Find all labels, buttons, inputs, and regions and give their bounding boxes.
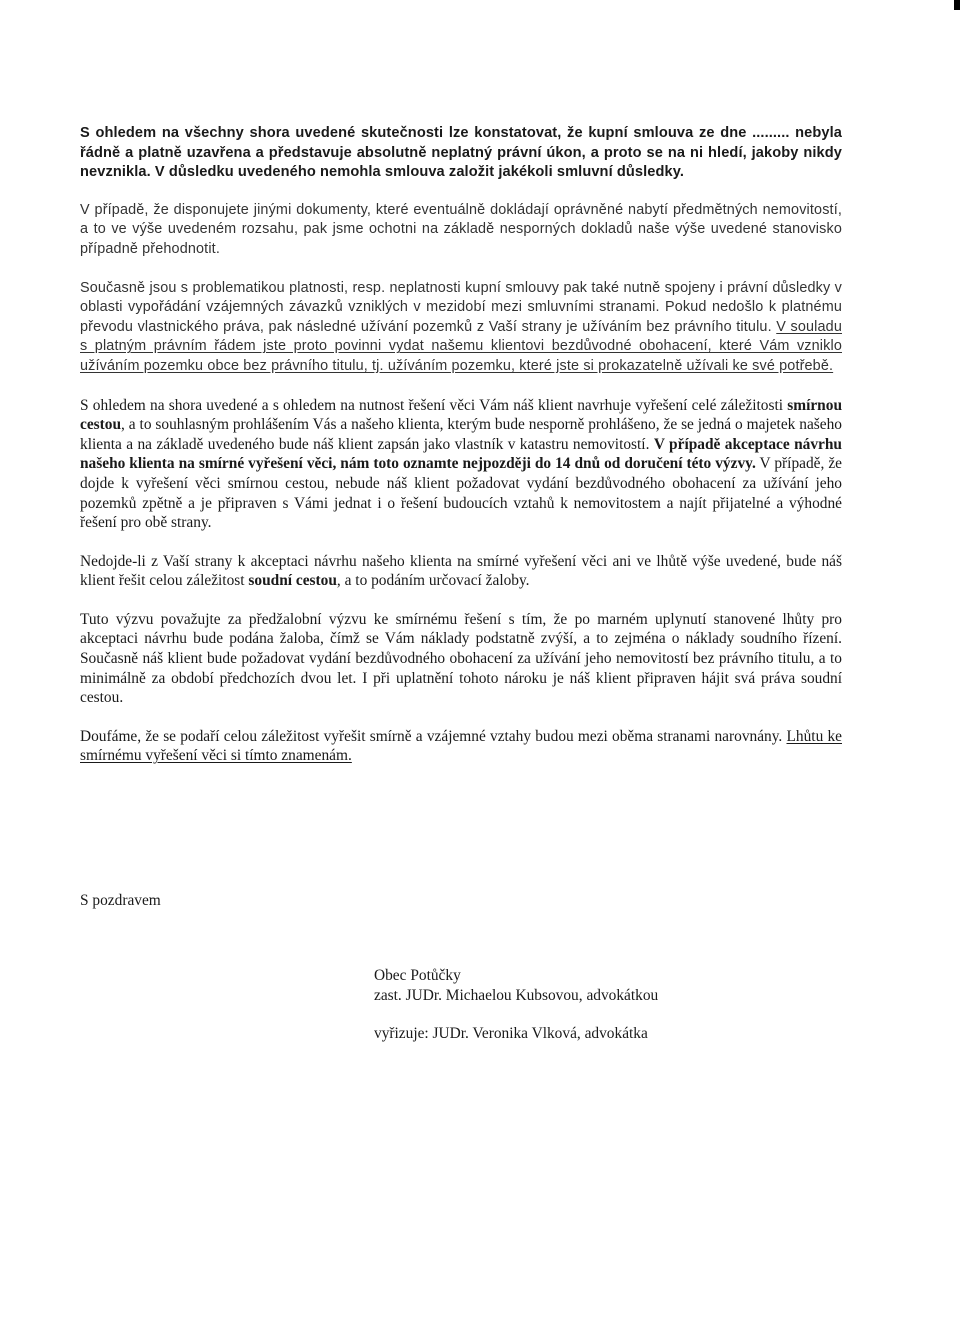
documents-paragraph: V případě, že disponujete jinými dokumenty, které eventuálně dokládají oprávněné nabytí předmětných nemovitostí, a to ve výše uvedeném rozsahu, pak jsme ochotni na základě nesporných dokladů naše výše uvedené stanovisko případně přehodnotit. — [80, 201, 842, 257]
hope-text: Doufáme, že se podaří celou záležitost vyřešit smírně a vzájemné vztahy budou mezi oběma stranami narovnány. — [80, 727, 787, 745]
intro-paragraph: S ohledem na všechny shora uvedené skutečnosti lze konstatovat, že kupní smlouva ze dne ......... nebyla řádně a platně uzavřena a představuje absolutně neplatný právní úkon, a proto se na ni hledí, jakoby nikdy nevznikla. V důsledku uvedeného nemohla smlouva založit jakékoli smluvní důsledky. — [80, 125, 842, 181]
court-bold: soudní cestou — [248, 572, 337, 590]
scan-edge-mark — [954, 0, 960, 10]
consequences-paragraph — [80, 279, 842, 377]
closing-greeting: S pozdravem — [80, 892, 161, 909]
signatory-name: Obec Potůčky — [374, 967, 461, 984]
court-paragraph — [80, 552, 842, 591]
letter-body — [80, 124, 842, 785]
proposal-paragraph — [80, 396, 842, 533]
court-text-1: Nedojde-li z Vaší strany k akceptaci návrhu našeho klienta na smírné vyřešení věci ani ve lhůtě výše uvedené, bude náš klient řešit celou záležitost — [80, 552, 842, 590]
consequences-underlined-text: V souladu s platným právním řádem jste proto povinni vydat našemu klientovi bezdůvodné obohacení, které Vám vzniklo užíváním pozemku obce bez právního titulu, tj. užíváním pozemku, které jste si prokazatelně užívali ke své potřebě. — [80, 318, 842, 374]
court-text-2: , a to podáním určovací žaloby. — [336, 572, 530, 590]
signature-spacer — [374, 1006, 658, 1024]
proposal-text-1: S ohledem na shora uvedené a s ohledem na nutnost řešení věci Vám náš klient navrhuje vyřešení celé záležitosti — [80, 396, 788, 414]
proposal-text-3: V případě, že dojde k vyřešení věci smírnou cestou, nebude náš klient požadovat vydání bezdůvodného obohacení za užívání jeho pozemků zpětně a je připraven s Vámi jednat i o řešení budoucích vztahů k nemovitostem a najít přijatelné a výhodné řešení pro obě strany. — [80, 455, 842, 532]
prelawsuit-paragraph: Tuto výzvu považujte za předžalobní výzvu ke smírnému řešení s tím, že po marném uplynutí stanovené lhůty pro akceptaci návrhu bude podána žaloba, čímž se Vám náklady podstatně zvýší, a to zejména o náklady soudního řízení. Současně náš klient bude požadovat vydání bezdůvodného obohacení za užívání jeho nemovitostí bez právního titulu, a to minimálně za období předchozích dvou let. I při uplatnění tohoto nároku je náš klient připraven hájit svá práva soudní cestou. — [80, 610, 842, 707]
handled-by: vyřizuje: JUDr. Veronika Vlková, advokátka — [374, 1025, 648, 1042]
consequences-text: Současně jsou s problematikou platnosti, resp. neplatnosti kupní smlouvy pak také nutně spojeny i právní důsledky v oblasti vypořádání vzájemných závazků vzniklých v mezidobí mezi smluvními stranami. Pokud nedošlo k platnému převodu vlastnického práva, pak následné užívání pozemků z Vaší strany je užíváním bez právního titulu. — [80, 279, 842, 335]
signature-block — [374, 966, 658, 1044]
hope-paragraph — [80, 727, 842, 766]
proposal-bold-2: V případě akceptace návrhu našeho klienta na smírné vyřešení věci, nám toto oznamte nejpozději do 14 dnů od doručení této výzvy. — [80, 435, 842, 473]
hope-underlined-text: Lhůtu ke smírnému vyřešení věci si tímto znamenám. — [80, 727, 842, 765]
proposal-text-2: , a to souhlasným prohlášením Vás a našeho klienta, kterým bude nesporně prohlášeno, že se jedná o majetek našeho klienta a na základě uvedeného bude náš klient zapsán jako vlastník v katastru nemovitostí. — [80, 416, 842, 453]
representative: zast. JUDr. Michaelou Kubsovou, advokátkou — [374, 987, 659, 1004]
proposal-bold-1: smírnou cestou — [80, 396, 842, 434]
